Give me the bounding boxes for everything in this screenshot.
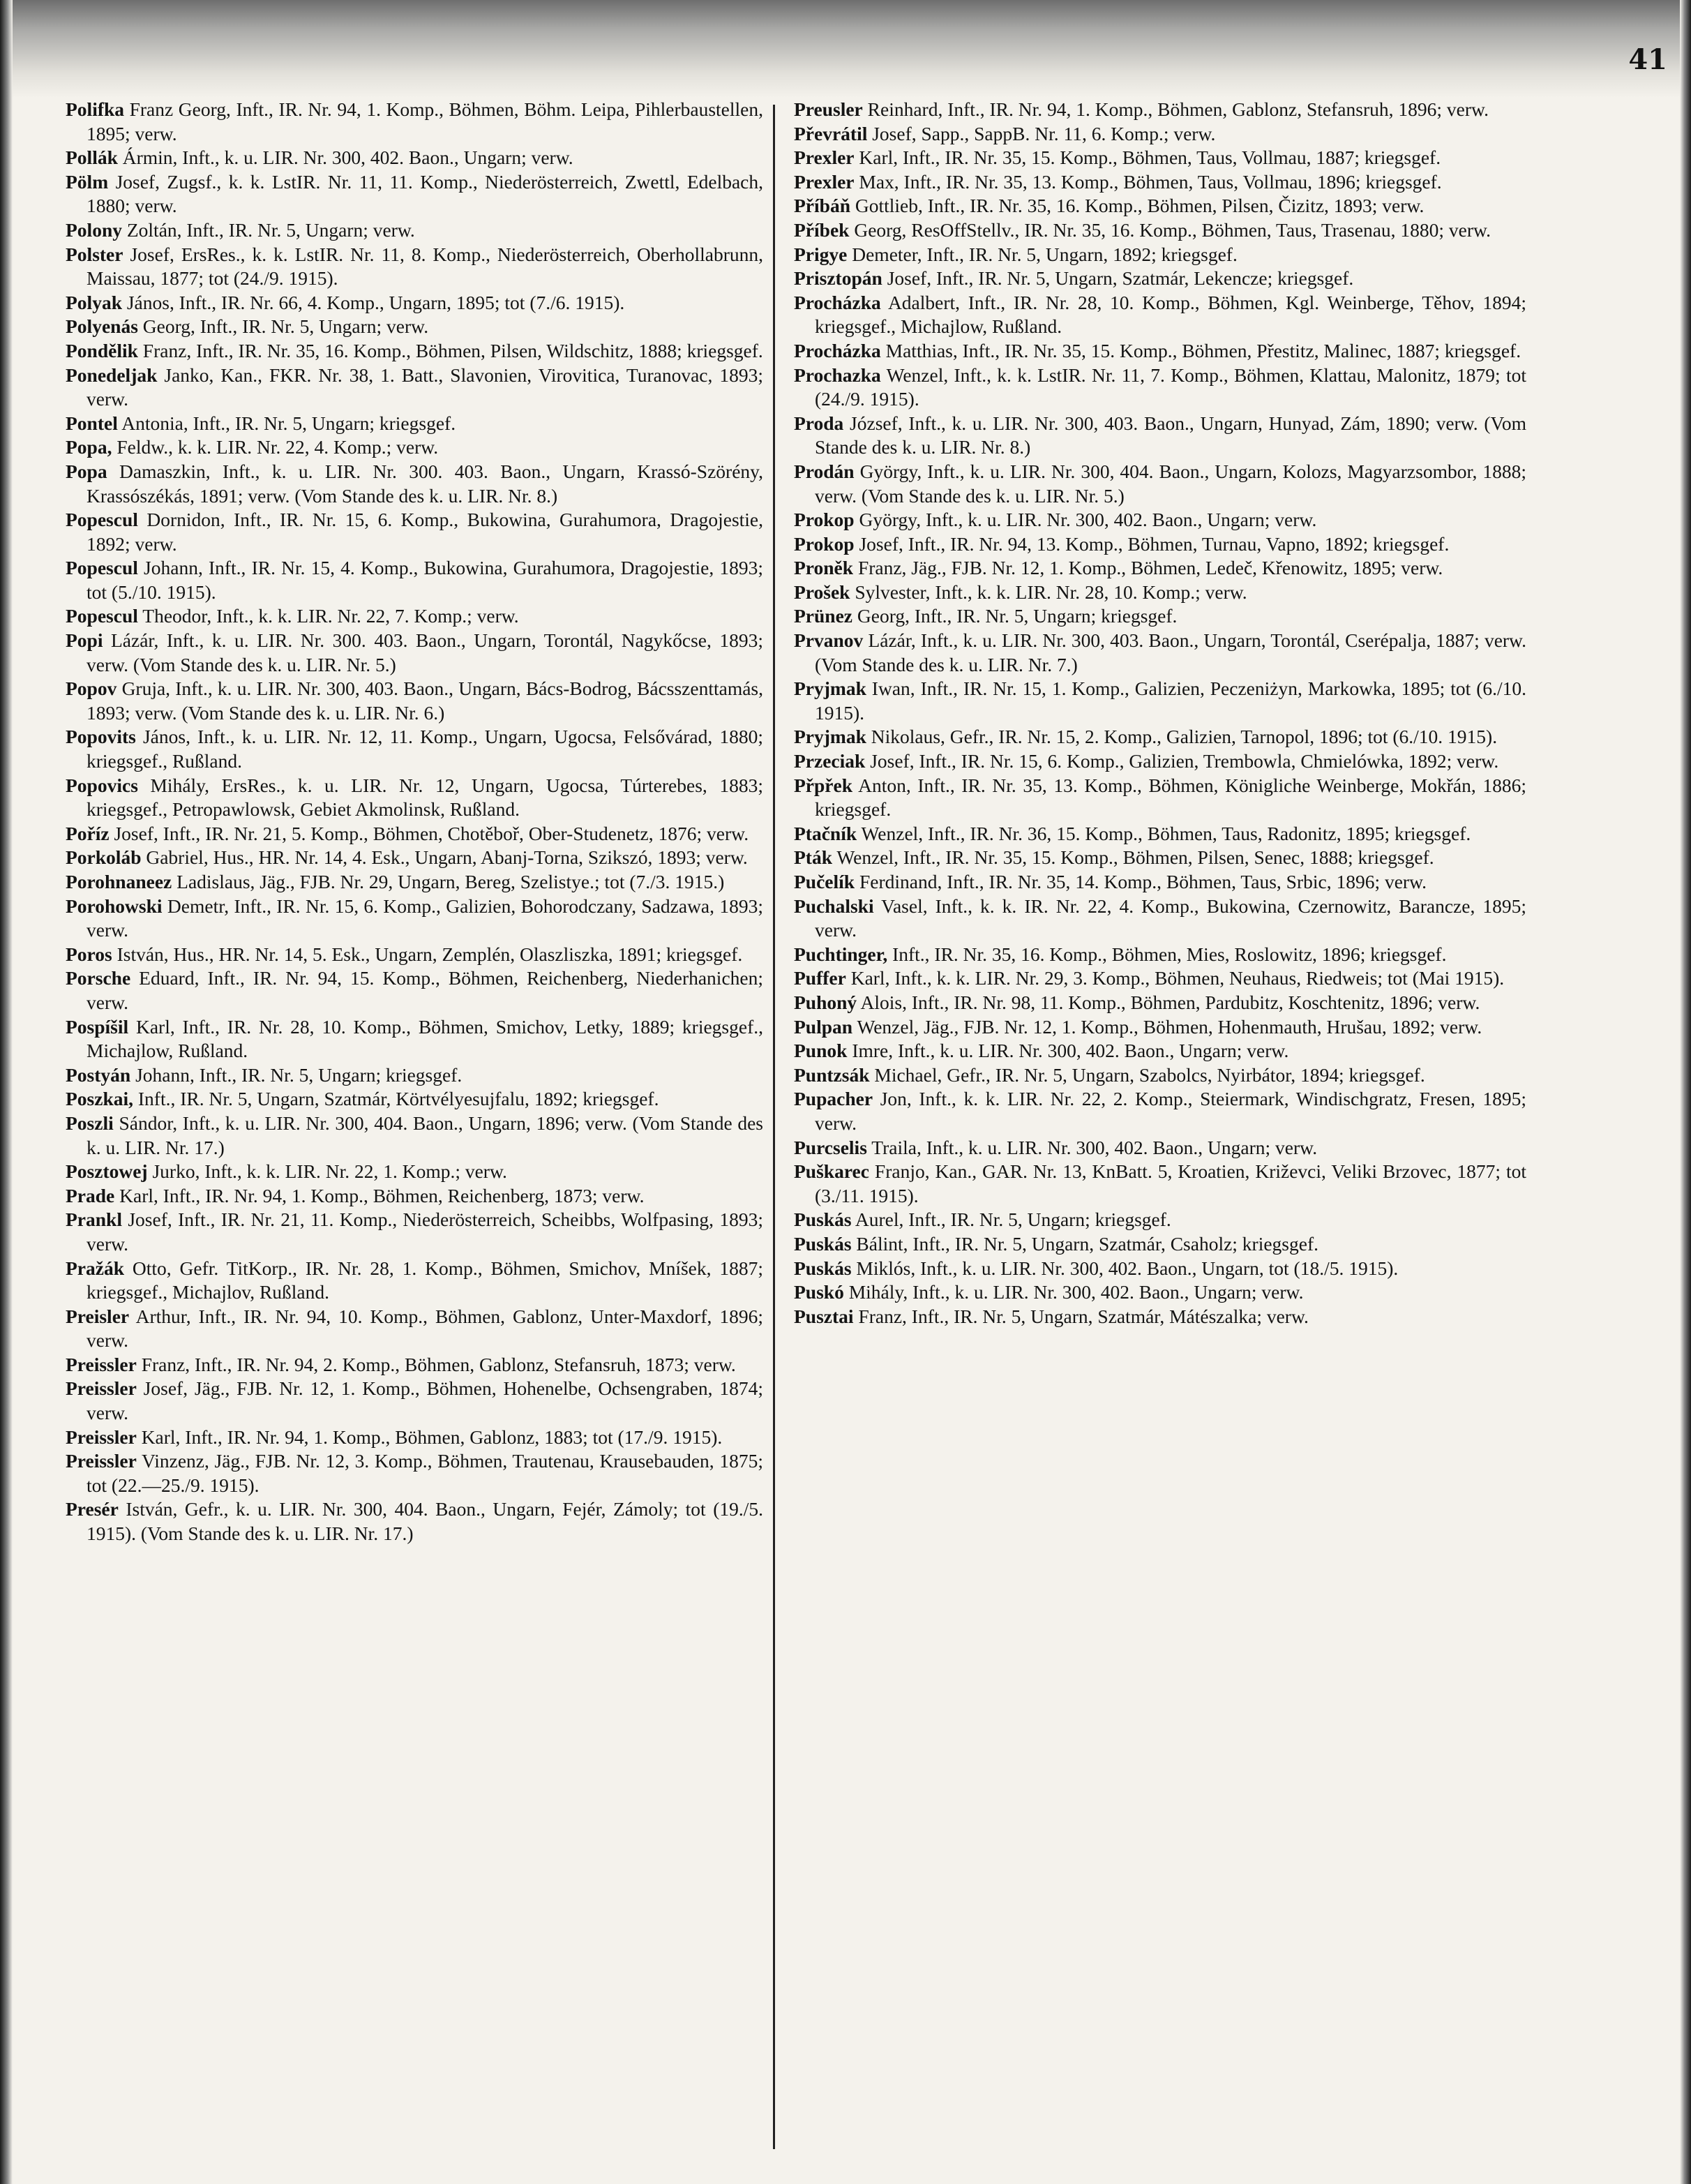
entry-details: Wenzel, Inft., k. k. LstIR. Nr. 11, 7. Komp., Böhmen, Klattau, Malonitz, 1879; tot (24./9. 1915). [815, 364, 1526, 410]
entry-details: Antonia, Inft., IR. Nr. 5, Ungarn; kriegsgef. [121, 412, 456, 434]
register-entry [66, 146, 763, 170]
entry-details: Josef, Inft., IR. Nr. 15, 6. Komp., Galizien, Trembowla, Chmielówka, 1892; verw. [870, 750, 1499, 772]
register-entry [66, 725, 763, 773]
entry-details: Karl, Inft., IR. Nr. 94, 1. Komp., Böhmen, Reichenberg, 1873; verw. [119, 1184, 645, 1206]
register-entry [66, 846, 763, 870]
entry-surname: Puskás [794, 1209, 852, 1231]
register-entry [66, 604, 763, 629]
entry-details: Ármin, Inft., k. u. LIR. Nr. 300, 402. Baon., Ungarn; verw. [122, 147, 573, 169]
entry-surname: Polifka [66, 98, 125, 120]
entry-surname: Popov [66, 678, 117, 700]
entry-details: Traila, Inft., k. u. LIR. Nr. 300, 402. Baon., Ungarn; verw. [871, 1136, 1318, 1158]
register-entry [794, 1208, 1526, 1232]
register-entry [794, 1015, 1526, 1040]
register-entry [66, 1063, 763, 1088]
register-entry [794, 1136, 1526, 1160]
entry-surname: Popescul [66, 557, 138, 579]
entry-surname: Pondělik [66, 339, 138, 361]
entry-details: Vinzenz, Jäg., FJB. Nr. 12, 3. Komp., Böhmen, Trautenau, Krausebauden, 1875; tot (22.—25./9. 1915). [87, 1450, 763, 1496]
entry-surname: Purcselis [794, 1136, 867, 1158]
entry-surname: Poszkai, [66, 1088, 134, 1110]
entry-surname: Puchtinger, [794, 943, 888, 965]
entry-surname: Puffer [794, 967, 846, 989]
entry-surname: Popovits [66, 726, 136, 748]
entry-surname: Pusztai [794, 1305, 854, 1327]
register-entry [66, 774, 763, 822]
entry-details: Inft., IR. Nr. 5, Ungarn, Szatmár, Körtvélyesujfalu, 1892; kriegsgef. [137, 1088, 659, 1110]
register-entry [794, 581, 1526, 605]
entry-details: Georg, Inft., IR. Nr. 5, Ungarn; verw. [142, 315, 429, 338]
register-entry [794, 1087, 1526, 1135]
entry-details: Jon, Inft., k. k. LIR. Nr. 22, 2. Komp., Steiermark, Windischgratz, Fresen, 1895; verw. [815, 1088, 1526, 1134]
entry-details: Karl, Inft., IR. Nr. 28, 10. Komp., Böhmen, Smichov, Letky, 1889; kriegsgef., Michajlow, Rußland. [87, 1015, 763, 1062]
entry-details: Franz, Inft., IR. Nr. 35, 16. Komp., Böhmen, Pilsen, Wildschitz, 1888; kriegsgef. [142, 339, 763, 361]
entry-details: Adalbert, Inft., IR. Nr. 28, 10. Komp., Böhmen, Kgl. Weinberge, Těhov, 1894; kriegsgef., Michajlow, Rußland. [815, 291, 1526, 338]
entry-surname: Polster [66, 243, 123, 265]
entry-surname: Příbáň [794, 195, 850, 217]
register-entry [794, 146, 1526, 170]
scan-shadow-left [0, 0, 13, 2184]
entry-details: Mihály, Inft., k. u. LIR. Nr. 300, 402. Baon., Ungarn; verw. [848, 1281, 1304, 1303]
entry-surname: Prvanov [794, 629, 864, 652]
register-entry [794, 774, 1526, 822]
entry-surname: Pölm [66, 170, 109, 193]
register-entry [66, 170, 763, 218]
register-entry [66, 870, 763, 895]
entry-details: Imre, Inft., k. u. LIR. Nr. 300, 402. Baon., Ungarn; verw. [852, 1040, 1289, 1062]
entry-details: Franz, Inft., IR. Nr. 94, 2. Komp., Böhmen, Gablonz, Stefansruh, 1873; verw. [141, 1353, 736, 1375]
entry-details: Jurko, Inft., k. k. LIR. Nr. 22, 1. Komp.; verw. [152, 1160, 507, 1183]
register-entry [66, 508, 763, 556]
register-entry [66, 822, 763, 846]
register-entry [794, 822, 1526, 846]
register-entry [794, 1039, 1526, 1063]
entry-surname: Preissler [66, 1353, 137, 1375]
entry-details: Lázár, Inft., k. u. LIR. Nr. 300. 403. Baon., Ungarn, Torontál, Nagykőcse, 1893; verw. (Vom Stande des k. u. LIR. Nr. 5.) [87, 629, 764, 675]
entry-surname: Procházka [794, 291, 881, 313]
register-entry [66, 218, 763, 243]
entry-surname: Ponedeljak [66, 364, 158, 386]
entry-details: Iwan, Inft., IR. Nr. 15, 1. Komp., Galizien, Peczeniżyn, Markowka, 1895; tot (6./10. 1915). [815, 678, 1526, 724]
entry-details: Reinhard, Inft., IR. Nr. 94, 1. Komp., Böhmen, Gablonz, Stefansruh, 1896; verw. [867, 98, 1489, 120]
entry-surname: Příbek [794, 218, 850, 241]
register-entry [66, 1160, 763, 1184]
entry-details: Karl, Inft., IR. Nr. 94, 1. Komp., Böhmen, Gablonz, 1883; tot (17./9. 1915). [141, 1426, 723, 1448]
entry-details: János, Inft., k. u. LIR. Nr. 12, 11. Komp., Ungarn, Ugocsa, Felsővárad, 1880; kriegsgef., Rußland. [87, 726, 763, 772]
entry-details: Franjo, Kan., GAR. Nr. 13, KnBatt. 5, Kroatien, Križevci, Veliki Brzovec, 1877; tot (3./11. 1915). [815, 1160, 1526, 1206]
entry-surname: Pryjmak [794, 678, 866, 700]
entry-details: Josef, Inft., IR. Nr. 21, 11. Komp., Niederösterreich, Scheibbs, Wolfpasing, 1893; verw. [87, 1209, 763, 1255]
register-entry [66, 243, 763, 291]
entry-surname: Popa, [66, 436, 112, 458]
entry-details: Johann, Inft., IR. Nr. 5, Ungarn; kriegsgef. [135, 1063, 463, 1086]
entry-details: József, Inft., k. u. LIR. Nr. 300, 403. Baon., Ungarn, Hunyad, Zám, 1890; verw. (Vom Stande des k. u. LIR. Nr. 8.) [815, 412, 1526, 458]
register-entry [66, 1305, 763, 1353]
register-entry [794, 364, 1526, 412]
entry-surname: Postyán [66, 1063, 131, 1086]
entry-surname: Pupacher [794, 1088, 873, 1110]
entry-details: Demeter, Inft., IR. Nr. 5, Ungarn, 1892; kriegsgef. [852, 243, 1238, 265]
entry-details: István, Gefr., k. u. LIR. Nr. 300, 404. Baon., Ungarn, Fejér, Zámoly; tot (19./5. 1915). (Vom Stande des k. u. LIR. Nr. 17.) [87, 1498, 763, 1545]
register-entry [794, 460, 1526, 508]
register-entry [66, 1015, 763, 1063]
entry-details: Zoltán, Inft., IR. Nr. 5, Ungarn; verw. [126, 218, 415, 241]
entry-surname: Prade [66, 1184, 115, 1206]
entry-details: Josef, Zugsf., k. k. LstIR. Nr. 11, 11. Komp., Niederösterreich, Zwettl, Edelbach, 1880; verw. [87, 170, 764, 217]
register-entry [794, 846, 1526, 870]
register-entry [66, 1449, 763, 1497]
entry-details: Karl, Inft., k. k. LIR. Nr. 29, 3. Komp., Böhmen, Neuhaus, Riedweis; tot (Mai 1915). [850, 967, 1505, 989]
entry-surname: Porohowski [66, 895, 163, 917]
register-entry [66, 943, 763, 967]
register-entry [66, 460, 763, 508]
register-entry [794, 194, 1526, 218]
register-entry [794, 1160, 1526, 1208]
entry-surname: Preissler [66, 1426, 137, 1448]
entry-details: Janko, Kan., FKR. Nr. 38, 1. Batt., Slavonien, Virovitica, Turanovac, 1893; verw. [87, 364, 763, 410]
entry-details: Gottlieb, Inft., IR. Nr. 35, 16. Komp., Böhmen, Pilsen, Čizitz, 1893; verw. [855, 195, 1425, 217]
entry-details: Inft., IR. Nr. 35, 16. Komp., Böhmen, Mies, Roslowitz, 1896; kriegsgef. [892, 943, 1447, 965]
entry-surname: Prexler [794, 170, 855, 193]
entry-details: Demetr, Inft., IR. Nr. 15, 6. Komp., Galizien, Bohorodczany, Sadzawa, 1893; verw. [87, 895, 763, 941]
entry-surname: Popa [66, 460, 107, 482]
entry-surname: Prokop [794, 532, 855, 555]
entry-surname: Polony [66, 218, 122, 241]
page-number: 41 [1628, 43, 1667, 76]
entry-surname: Preissler [66, 1450, 137, 1472]
entry-details: Josef, Inft., IR. Nr. 94, 13. Komp., Böhmen, Turnau, Vapno, 1892; kriegsgef. [859, 532, 1450, 555]
entry-details: Josef, Inft., IR. Nr. 5, Ungarn, Szatmár, Lekencze; kriegsgef. [887, 267, 1354, 290]
register-entry [794, 1280, 1526, 1305]
entry-details: Nikolaus, Gefr., IR. Nr. 15, 2. Komp., Galizien, Tarnopol, 1896; tot (6./10. 1915). [871, 726, 1498, 748]
register-entry [794, 508, 1526, 532]
entry-surname: Prankl [66, 1209, 122, 1231]
entry-details: Wenzel, Inft., IR. Nr. 35, 15. Komp., Böhmen, Pilsen, Senec, 1888; kriegsgef. [836, 846, 1434, 869]
entry-details: Georg, Inft., IR. Nr. 5, Ungarn; kriegsgef. [857, 605, 1178, 627]
register-entry [66, 1208, 763, 1256]
entry-details: Arthur, Inft., IR. Nr. 94, 10. Komp., Böhmen, Gablonz, Unter-Maxdorf, 1896; verw. [87, 1305, 763, 1352]
entry-details: Alois, Inft., IR. Nr. 98, 11. Komp., Böhmen, Pardubitz, Koschtenitz, 1896; verw. [860, 991, 1480, 1013]
entry-surname: Pospíšil [66, 1015, 129, 1038]
register-entry [794, 122, 1526, 147]
entry-details: Aurel, Inft., IR. Nr. 5, Ungarn; kriegsgef. [855, 1209, 1171, 1231]
entry-details: Gruja, Inft., k. u. LIR. Nr. 300, 403. Baon., Ungarn, Bács-Bodrog, Bácsszenttamás, 1893; verw. (Vom Stande des k. u. LIR. Nr. 6.) [87, 678, 764, 724]
register-entry [794, 218, 1526, 243]
entry-details: Mihály, ErsRes., k. u. LIR. Nr. 12, Ungarn, Ugocsa, Túrterebes, 1883; kriegsgef., Petropawlowsk, Gebiet Akmolinsk, Rußland. [87, 774, 763, 821]
entry-surname: Popovics [66, 774, 138, 796]
register-entry [66, 1426, 763, 1450]
entry-details: Otto, Gefr. TitKorp., IR. Nr. 28, 1. Komp., Böhmen, Smichov, Mníšek, 1887; kriegsgef., Michajlov, Rußland. [87, 1257, 764, 1303]
register-entry [794, 1063, 1526, 1088]
entry-surname: Porohnaneez [66, 871, 172, 892]
register-entry [66, 364, 763, 412]
entry-details: Franz Georg, Inft., IR. Nr. 94, 1. Komp., Böhmen, Böhm. Leipa, Pihlerbaustellen, 1895; verw. [87, 98, 764, 144]
entry-details: Anton, Inft., IR. Nr. 35, 13. Komp., Böhmen, Königliche Weinberge, Mokřán, 1886; kriegsgef. [815, 774, 1527, 821]
entry-surname: Przeciak [794, 750, 866, 772]
entry-details: Eduard, Inft., IR. Nr. 94, 15. Komp., Böhmen, Reichenberg, Niederhanichen; verw. [87, 967, 763, 1013]
column-divider [773, 105, 775, 2149]
entry-details: Josef, ErsRes., k. k. LstIR. Nr. 11, 8. Komp., Niederösterreich, Oberhollabrunn, Maissau, 1877; tot (24./9. 1915). [87, 243, 763, 290]
register-entry [794, 629, 1526, 677]
register-entry [66, 98, 763, 146]
entry-surname: Prünez [794, 605, 853, 627]
entry-surname: Prigye [794, 243, 848, 265]
register-entry [794, 604, 1526, 629]
register-entry [66, 1353, 763, 1377]
entry-details: Wenzel, Inft., IR. Nr. 36, 15. Komp., Böhmen, Taus, Radonitz, 1895; kriegsgef. [861, 822, 1471, 844]
entry-details: István, Hus., HR. Nr. 14, 5. Esk., Ungarn, Zemplén, Olaszliszka, 1891; kriegsgef. [117, 943, 743, 965]
entry-surname: Převrátil [794, 122, 868, 144]
entry-details: Vasel, Inft., k. k. IR. Nr. 22, 4. Komp., Bukowina, Czernowitz, Barancze, 1895; verw. [815, 895, 1526, 941]
entry-details: Max, Inft., IR. Nr. 35, 13. Komp., Böhmen, Taus, Vollmau, 1896; kriegsgef. [859, 170, 1442, 193]
register-entry [66, 1497, 763, 1546]
register-entry [66, 315, 763, 339]
register-entry [794, 291, 1526, 339]
entry-surname: Pučelík [794, 871, 855, 892]
entry-details: Sylvester, Inft., k. k. LIR. Nr. 28, 10. Komp.; verw. [855, 581, 1247, 603]
entry-details: György, Inft., k. u. LIR. Nr. 300, 404. Baon., Ungarn, Kolozs, Magyarzsombor, 1888; verw. (Vom Stande des k. u. LIR. Nr. 5.) [815, 460, 1527, 507]
left-column [66, 98, 763, 1546]
entry-surname: Popi [66, 629, 103, 652]
register-entry [66, 1087, 763, 1112]
entry-surname: Ptačník [794, 822, 857, 844]
register-entry [66, 1257, 763, 1305]
entry-surname: Popescul [66, 605, 138, 627]
register-entry [66, 895, 763, 943]
entry-surname: Puskó [794, 1281, 844, 1303]
entry-surname: Proněk [794, 557, 854, 579]
register-entry [794, 677, 1526, 725]
entry-surname: Preusler [794, 98, 863, 120]
entry-details: Franz, Jäg., FJB. Nr. 12, 1. Komp., Böhmen, Ledeč, Křenowitz, 1895; verw. [857, 557, 1443, 579]
entry-surname: Porsche [66, 967, 131, 989]
register-entry [794, 1232, 1526, 1257]
register-entry [66, 1377, 763, 1425]
entry-details: Feldw., k. k. LIR. Nr. 22, 4. Komp.; verw. [117, 436, 439, 458]
entry-surname: Polyak [66, 291, 122, 313]
entry-surname: Procházka [794, 339, 881, 361]
entry-details: Matthias, Inft., IR. Nr. 35, 15. Komp., Böhmen, Přestitz, Malinec, 1887; kriegsgef. [885, 339, 1521, 361]
entry-surname: Prodán [794, 460, 855, 482]
register-entry [794, 267, 1526, 291]
register-entry [794, 943, 1526, 967]
entry-surname: Preissler [66, 1377, 137, 1400]
register-entry [794, 966, 1526, 991]
entry-details: Josef, Inft., IR. Nr. 21, 5. Komp., Böhmen, Chotěboř, Ober-Studenetz, 1876; verw. [114, 822, 749, 844]
register-entry [794, 749, 1526, 774]
entry-details: Johann, Inft., IR. Nr. 15, 4. Komp., Bukowina, Gurahumora, Dragojestie, 1893; tot (5./10. 1915). [87, 557, 764, 603]
register-entry [66, 1184, 763, 1209]
register-entry [66, 1112, 763, 1160]
entry-details: János, Inft., IR. Nr. 66, 4. Komp., Ungarn, 1895; tot (7./6. 1915). [126, 291, 625, 313]
entry-details: Miklós, Inft., k. u. LIR. Nr. 300, 402. Baon., Ungarn, tot (18./5. 1915). [856, 1257, 1399, 1279]
register-entry [794, 243, 1526, 267]
entry-surname: Punok [794, 1040, 848, 1062]
register-entry [794, 1257, 1526, 1281]
entry-surname: Pulpan [794, 1015, 853, 1038]
entry-surname: Presér [66, 1498, 119, 1520]
entry-surname: Puskás [794, 1232, 852, 1255]
entry-details: Karl, Inft., IR. Nr. 35, 15. Komp., Böhmen, Taus, Vollmau, 1887; kriegsgef. [859, 147, 1441, 169]
entry-details: Ladislaus, Jäg., FJB. Nr. 29, Ungarn, Bereg, Szelistye.; tot (7./3. 1915.) [176, 871, 725, 892]
entry-details: Franz, Inft., IR. Nr. 5, Ungarn, Szatmár, Mátészalka; verw. [858, 1305, 1309, 1327]
entry-surname: Prexler [794, 147, 855, 169]
register-entry [794, 339, 1526, 364]
register-entry [66, 556, 763, 604]
entry-details: Josef, Jäg., FJB. Nr. 12, 1. Komp., Böhmen, Hohenelbe, Ochsengraben, 1874; verw. [87, 1377, 763, 1424]
register-entry [794, 725, 1526, 749]
entry-surname: Poros [66, 943, 112, 965]
entry-details: Gabriel, Hus., HR. Nr. 14, 4. Esk., Ungarn, Abanj-Torna, Szikszó, 1893; verw. [146, 846, 748, 869]
entry-surname: Přpřek [794, 774, 853, 796]
right-column [794, 98, 1526, 1329]
entry-details: Dornidon, Inft., IR. Nr. 15, 6. Komp., Bukowina, Gurahumora, Dragojestie, 1892; verw. [87, 509, 764, 555]
entry-surname: Pták [794, 846, 832, 869]
register-entry [66, 339, 763, 364]
entry-surname: Puntzsák [794, 1063, 870, 1086]
entry-details: Wenzel, Jäg., FJB. Nr. 12, 1. Komp., Böhmen, Hohenmauth, Hrušau, 1892; verw. [857, 1015, 1482, 1038]
entry-details: Michael, Gefr., IR. Nr. 5, Ungarn, Szabolcs, Nyirbátor, 1894; kriegsgef. [874, 1063, 1425, 1086]
entry-details: Ferdinand, Inft., IR. Nr. 35, 14. Komp., Böhmen, Taus, Srbic, 1896; verw. [859, 871, 1427, 892]
entry-surname: Pražák [66, 1257, 125, 1279]
register-entry [794, 170, 1526, 195]
entry-surname: Puchalski [794, 895, 874, 917]
entry-surname: Porkoláb [66, 846, 142, 869]
entry-surname: Preisler [66, 1305, 130, 1327]
entry-surname: Posztowej [66, 1160, 148, 1183]
entry-details: Sándor, Inft., k. u. LIR. Nr. 300, 404. Baon., Ungarn, 1896; verw. (Vom Stande des k. u. LIR. Nr. 17.) [87, 1112, 764, 1158]
register-entry [66, 291, 763, 315]
entry-details: Georg, ResOffStellv., IR. Nr. 35, 16. Komp., Böhmen, Taus, Trasenau, 1880; verw. [854, 218, 1491, 241]
register-entry [66, 435, 763, 460]
entry-details: Josef, Sapp., SappB. Nr. 11, 6. Komp.; verw. [872, 122, 1216, 144]
entry-surname: Puhoný [794, 991, 857, 1013]
entry-surname: Poříz [66, 822, 110, 844]
entry-surname: Puškarec [794, 1160, 869, 1183]
entry-surname: Prochazka [794, 364, 881, 386]
register-entry [794, 895, 1526, 943]
entry-surname: Poszli [66, 1112, 114, 1134]
entry-details: György, Inft., k. u. LIR. Nr. 300, 402. Baon., Ungarn; verw. [859, 509, 1317, 531]
entry-surname: Prisztopán [794, 267, 882, 290]
register-entry [66, 677, 763, 725]
register-entry [66, 966, 763, 1015]
entry-surname: Prošek [794, 581, 850, 603]
entry-surname: Puskás [794, 1257, 852, 1279]
entry-surname: Pollák [66, 147, 118, 169]
entry-surname: Polyenás [66, 315, 138, 338]
register-entry [794, 556, 1526, 581]
register-entry [66, 629, 763, 677]
register-entry [66, 412, 763, 436]
register-entry [794, 412, 1526, 460]
register-entry [794, 1305, 1526, 1329]
register-entry [794, 532, 1526, 557]
entry-details: Bálint, Inft., IR. Nr. 5, Ungarn, Szatmár, Csaholz; kriegsgef. [856, 1232, 1318, 1255]
entry-surname: Popescul [66, 509, 138, 531]
scan-shadow-right [1680, 0, 1691, 2184]
entry-details: Theodor, Inft., k. k. LIR. Nr. 22, 7. Komp.; verw. [142, 605, 519, 627]
entry-details: Lázár, Inft., k. u. LIR. Nr. 300, 403. Baon., Ungarn, Torontál, Cserépalja, 1887; verw. (Vom Stande des k. u. LIR. Nr. 7.) [815, 629, 1527, 675]
entry-surname: Proda [794, 412, 844, 434]
register-entry [794, 870, 1526, 895]
entry-surname: Pryjmak [794, 726, 866, 748]
entry-surname: Prokop [794, 509, 855, 531]
scan-shadow-top [0, 0, 1691, 98]
entry-surname: Pontel [66, 412, 118, 434]
register-entry [794, 991, 1526, 1015]
register-entry [794, 98, 1526, 122]
entry-details: Damaszkin, Inft., k. u. LIR. Nr. 300. 403. Baon., Ungarn, Krassó-Szörény, Krassószékás, 1891; verw. (Vom Stande des k. u. LIR. Nr. 8.) [87, 460, 763, 507]
